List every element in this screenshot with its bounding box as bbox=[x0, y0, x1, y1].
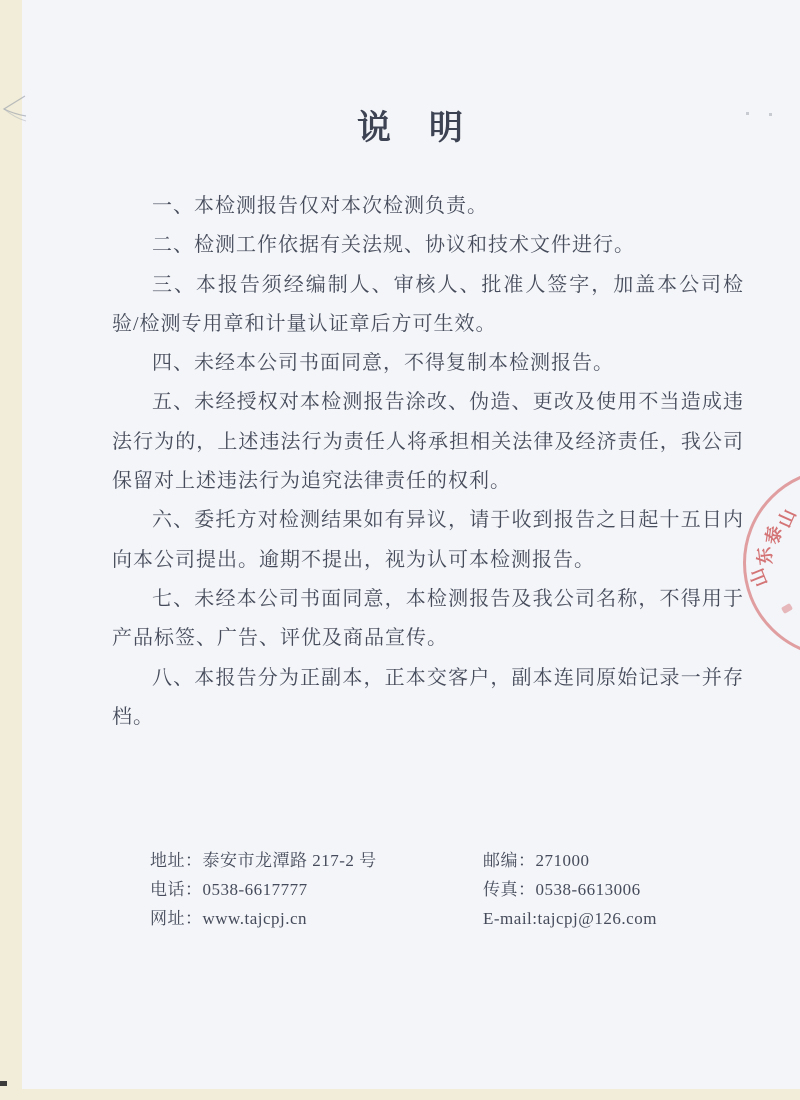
note-item-4: 四、未经本公司书面同意，不得复制本检测报告。 bbox=[152, 352, 614, 375]
contact-block-right bbox=[483, 846, 657, 933]
page-curl-mark bbox=[1, 94, 27, 126]
note-item-3: 三、本报告须经编制人、审核人、批准人签字，加盖本公司检验/检测专用章和计量认证章后方可生效。 bbox=[112, 273, 744, 335]
contact-address: 地址：泰安市龙潭路 217-2 号 bbox=[150, 851, 377, 870]
note-item-7: 七、未经本公司书面同意，本检测报告及我公司名称，不得用于产品标签、广告、评优及商品宣传。 bbox=[112, 587, 744, 650]
contact-phone: 电话：0538-6617777 bbox=[150, 880, 308, 899]
notes-list bbox=[112, 187, 744, 737]
note-item-1: 一、本检测报告仅对本次检测负责。 bbox=[152, 195, 488, 217]
contact-email: E-mail:tajcpj@126.com bbox=[483, 909, 657, 928]
scan-speck bbox=[746, 112, 749, 115]
contact-fax: 传真：0538-6613006 bbox=[483, 880, 641, 899]
red-stamp-char: 山 bbox=[774, 506, 800, 531]
contact-zipcode: 邮编：271000 bbox=[483, 851, 590, 870]
note-item-5: 五、未经授权对本检测报告涂改、伪造、更改及使用不当造成违法行为的，上述违法行为责任人将承担相关法律及经济责任，我公司保留对上述违法行为追究法律责任的权利。 bbox=[112, 391, 744, 493]
page-title: 说 明 bbox=[357, 110, 465, 147]
red-stamp-char: 泰 bbox=[762, 524, 786, 546]
contact-website: 网址：www.tajcpj.cn bbox=[150, 909, 308, 928]
note-item-2: 二、检测工作依据有关法规、协议和技术文件进行。 bbox=[152, 234, 635, 257]
note-item-8: 八、本报告分为正副本，正本交客户，副本连同原始记录一并存档。 bbox=[112, 666, 744, 728]
red-stamp-char: 东 bbox=[753, 545, 777, 567]
paper-sheet bbox=[22, 0, 800, 1089]
contact-block-left bbox=[150, 846, 377, 933]
red-stamp-char: 山 bbox=[746, 565, 772, 590]
scan-edge-mark bbox=[0, 1081, 7, 1086]
note-item-6: 六、委托方对检测结果如有异议，请于收到报告之日起十五日内向本公司提出。逾期不提出，视为认可本检测报告。 bbox=[112, 509, 744, 571]
scan-speck bbox=[769, 113, 772, 116]
